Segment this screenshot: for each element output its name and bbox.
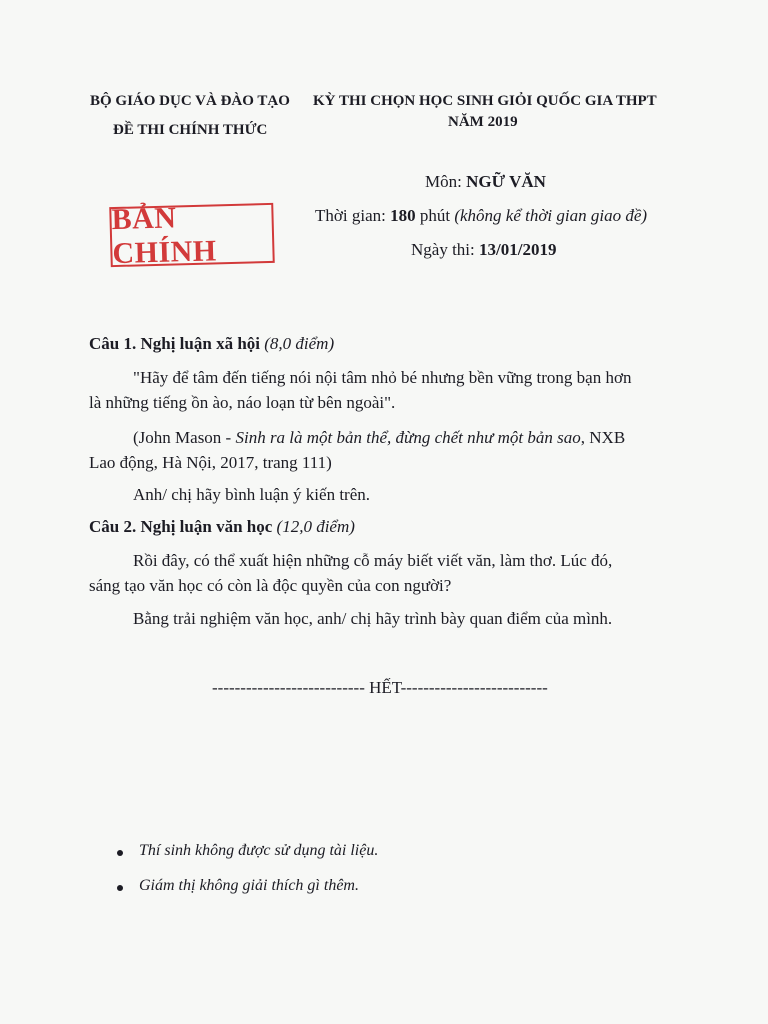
time-line — [315, 206, 647, 226]
question2-heading — [89, 517, 355, 537]
question2-para-line2: sáng tạo văn học có còn là độc quyền của con người? — [89, 576, 452, 595]
question1-heading — [89, 334, 334, 354]
question1-task: Anh/ chị hãy bình luận ý kiến trên. — [133, 485, 371, 504]
exam-type: ĐỀ THI CHÍNH THỨC — [113, 122, 268, 138]
question2-task: Bằng trải nghiệm văn học, anh/ chị hãy trình bày quan điểm của mình. — [133, 609, 613, 628]
official-copy-stamp: BẢN CHÍNH — [109, 203, 275, 267]
source-title: Sinh ra là một bản thể, đừng chết như một bản sao — [235, 428, 581, 447]
question1-title: Câu 1. Nghị luận xã hội — [89, 334, 260, 353]
question1-points: (8,0 điểm) — [264, 334, 335, 353]
note-item: Giám thị không giải thích gì thêm. — [139, 877, 359, 894]
time-value: 180 — [390, 206, 416, 225]
question2-points: (12,0 điểm) — [276, 517, 355, 536]
time-note: (không kể thời gian giao đề) — [454, 206, 648, 225]
question1-source-line1 — [133, 428, 625, 448]
subject-label: Môn: — [425, 172, 467, 191]
subject-line — [425, 172, 546, 192]
question2-title: Câu 2. Nghị luận văn học — [89, 517, 273, 536]
question1-source-line2: Lao động, Hà Nội, 2017, trang 111) — [89, 453, 332, 472]
exam-year: NĂM 2019 — [448, 114, 518, 130]
question1-quote-line2: là những tiếng ồn ào, náo loạn từ bên ngoài". — [89, 393, 396, 412]
date-line — [411, 240, 556, 260]
subject-value: NGỮ VĂN — [466, 172, 546, 191]
ministry-name: BỘ GIÁO DỤC VÀ ĐÀO TẠO — [90, 93, 290, 109]
date-value: 13/01/2019 — [479, 240, 557, 259]
time-unit: phút — [415, 206, 455, 225]
question1-quote-line1: "Hãy để tâm đến tiếng nói nội tâm nhỏ bé nhưng bền vững trong bạn hơn — [133, 368, 632, 387]
time-label: Thời gian: — [315, 206, 391, 225]
end-marker: --------------------------- HẾT-------------------------- — [212, 678, 548, 697]
exam-name: KỲ THI CHỌN HỌC SINH GIỎI QUỐC GIA THPT — [313, 93, 657, 109]
bullet-icon — [117, 850, 123, 856]
source-suffix: , NXB — [580, 428, 626, 447]
bullet-icon — [117, 885, 123, 891]
date-label: Ngày thi: — [411, 240, 479, 259]
note-item: Thí sinh không được sử dụng tài liệu. — [139, 842, 379, 859]
source-prefix: (John Mason - — [133, 428, 236, 447]
question2-para-line1: Rồi đây, có thể xuất hiện những cỗ máy biết viết văn, làm thơ. Lúc đó, — [133, 551, 613, 570]
